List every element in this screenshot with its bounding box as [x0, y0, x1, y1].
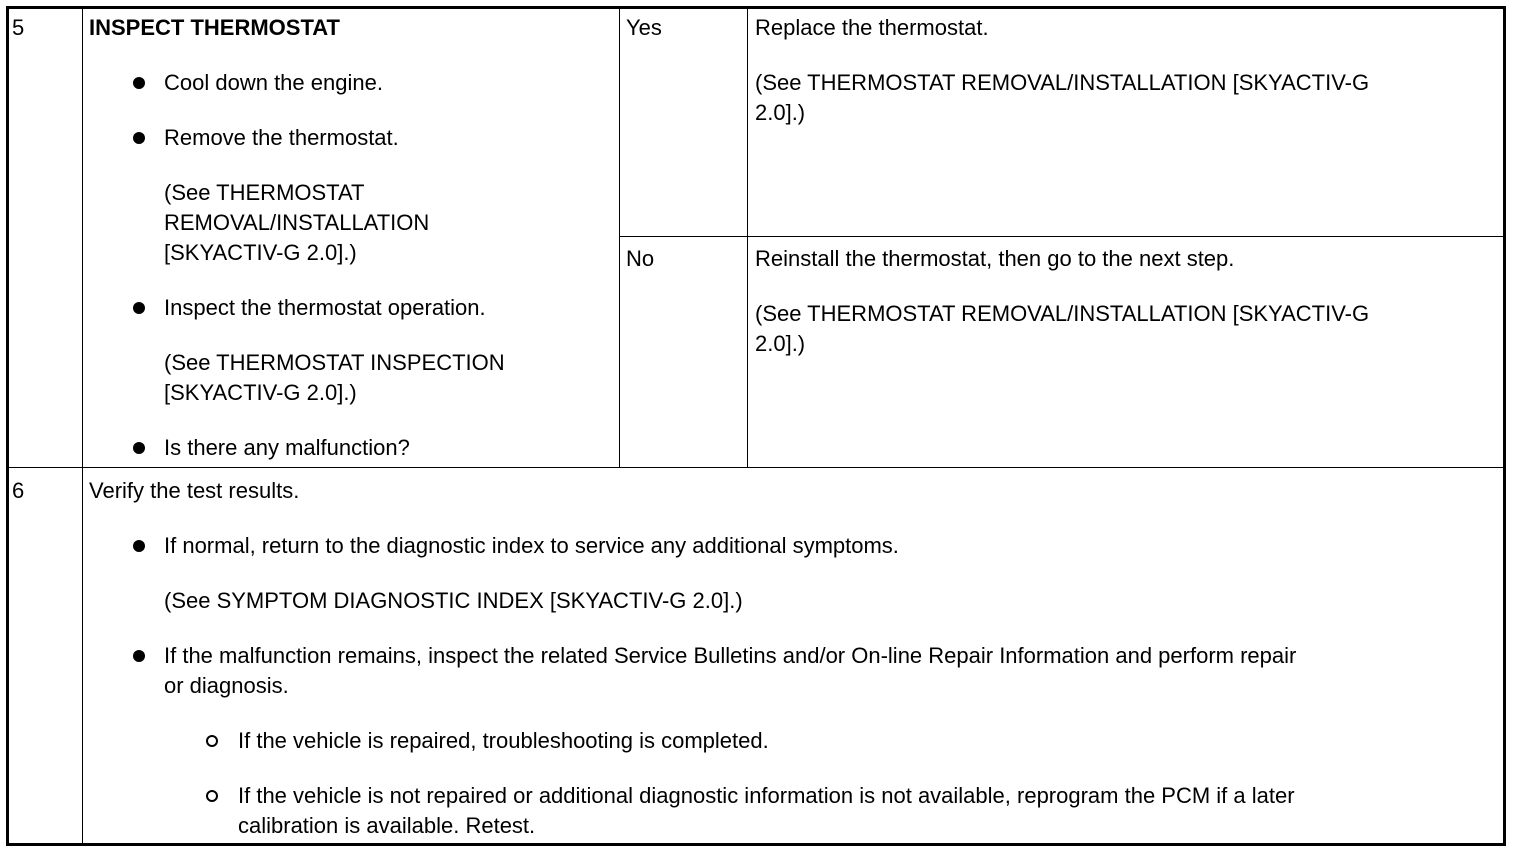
inspect-reference-line-2[interactable]: [SKYACTIV-G 2.0].) — [164, 380, 357, 405]
yes-reference-line-2[interactable]: 2.0].) — [755, 100, 806, 125]
yes-reference-line-1[interactable]: (See THERMOSTAT REMOVAL/INSTALLATION [SKYACTIV-G — [755, 70, 1370, 95]
inspect-reference-line-1[interactable]: (See THERMOSTAT INSPECTION — [164, 350, 505, 375]
step-title: INSPECT THERMOSTAT — [89, 15, 340, 40]
sub-bullet-not-repaired-line-1: If the vehicle is not repaired or additional diagnostic information is not available, reprogram the PCM if a later — [238, 783, 1295, 808]
bullet-icon — [133, 77, 145, 89]
bullet-cool-down: Cool down the engine. — [164, 70, 383, 95]
sub-bullet-icon — [206, 790, 218, 802]
step-number-5: 5 — [12, 15, 25, 40]
answer-yes: Yes — [626, 15, 662, 40]
sub-bullet-repaired: If the vehicle is repaired, troubleshooting is completed. — [238, 728, 769, 753]
no-action: Reinstall the thermostat, then go to the next step. — [755, 246, 1235, 271]
column-divider-action — [747, 7, 748, 468]
bullet-icon — [133, 650, 145, 662]
sub-bullet-icon — [206, 735, 218, 747]
bullet-malfunction-remains-line-1: If the malfunction remains, inspect the related Service Bulletins and/or On-line Repair Information and perform repair — [164, 643, 1297, 668]
no-reference-line-2[interactable]: 2.0].) — [755, 331, 806, 356]
sub-bullet-not-repaired-line-2: calibration is available. Retest. — [238, 813, 536, 838]
bullet-remove: Remove the thermostat. — [164, 125, 399, 150]
bullet-icon — [133, 442, 145, 454]
bullet-question: Is there any malfunction? — [164, 435, 410, 460]
bullet-if-normal: If normal, return to the diagnostic index to service any additional symptoms. — [164, 533, 899, 558]
normal-reference[interactable]: (See SYMPTOM DIAGNOSTIC INDEX [SKYACTIV-G 2.0].) — [164, 588, 743, 613]
remove-reference-line-2[interactable]: REMOVAL/INSTALLATION — [164, 210, 430, 235]
no-reference-line-1[interactable]: (See THERMOSTAT REMOVAL/INSTALLATION [SKYACTIV-G — [755, 301, 1370, 326]
step-6-title: Verify the test results. — [89, 478, 300, 503]
bullet-icon — [133, 540, 145, 552]
column-divider-answer — [619, 7, 620, 468]
answer-no: No — [626, 246, 655, 271]
bullet-malfunction-remains-line-2: or diagnosis. — [164, 673, 289, 698]
remove-reference-line-1[interactable]: (See THERMOSTAT — [164, 180, 365, 205]
column-divider-step — [82, 7, 83, 846]
row-divider-step-5-6 — [7, 467, 1506, 468]
row-divider-yes-no — [619, 236, 1506, 237]
bullet-icon — [133, 302, 145, 314]
bullet-inspect: Inspect the thermostat operation. — [164, 295, 486, 320]
step-number-6: 6 — [12, 478, 25, 503]
bullet-icon — [133, 132, 145, 144]
remove-reference-line-3[interactable]: [SKYACTIV-G 2.0].) — [164, 240, 357, 265]
yes-action: Replace the thermostat. — [755, 15, 989, 40]
